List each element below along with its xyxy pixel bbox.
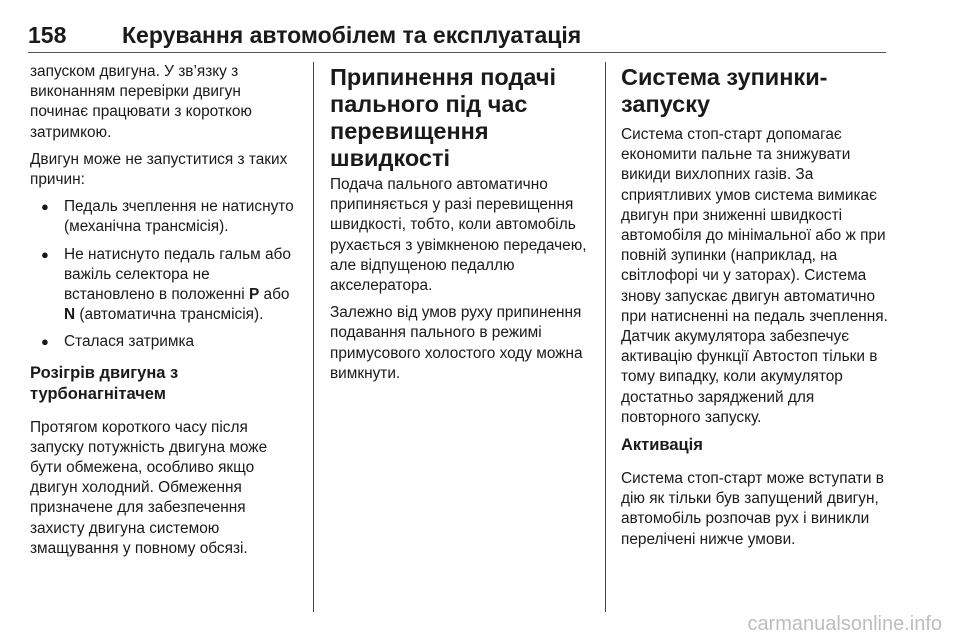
- page-header: [28, 20, 886, 50]
- bullet-icon: ●: [41, 334, 49, 350]
- column-1: [30, 62, 302, 566]
- paragraph: запуском двигуна. У зв’язку з виконанням перевірки двигун починає працювати з короткою затримкою.: [30, 63, 252, 141]
- paragraph: Залежно від умов руху припинення подавання пального в режимі примусового холостого ходу можна вимкнути.: [330, 304, 583, 382]
- list-item-text: Не натиснуто педаль гальм або важіль селектора не встановлено в положенні: [64, 245, 291, 304]
- page-number: 158: [28, 22, 67, 48]
- list-item-text: (автоматична трансмісія).: [75, 306, 264, 324]
- list-item-text: Сталася затримка: [64, 333, 195, 351]
- paragraph: Система стоп-старт допомагає економити пальне та знижувати викиди вихлопних газів. За сприятливих умов система вимикає двигун при зниженні швидкості автомобіля до мінімальної або ж при повній зупинки (наприклад, на світлофорі чи у заторах). Система знову запускає двигун автоматично при натисненні на педаль зчеплення. Датчик акумулятора забезпечує активацію функції Автостоп тільки в тому випадку, коли акумулятор достатньо заряджений для повторного запуску.: [621, 126, 888, 426]
- paragraph: Подача пального автоматично припиняється у разі перевищення швидкості, тобто, коли автомобіль рухається з увімкненою передачею, але відпущеною педаллю акселератора.: [330, 176, 587, 295]
- section-subheading: Активація: [621, 436, 703, 455]
- list-item: [30, 197, 302, 237]
- paragraph: Система стоп-старт може вступати в дію як тільки був запущений двигун, автомобіль розпочав рух і виникли перелічені нижче умови.: [621, 470, 884, 548]
- list-item-text: або: [259, 286, 290, 304]
- section-heading: Розігрів двигуна з турбонагнітачем: [30, 363, 179, 403]
- page-title: Керування автомобілем та експлуатація: [122, 22, 582, 48]
- list-item: [30, 245, 302, 326]
- section-heading: Припинення подачі пального під час перевищення швидкості: [330, 64, 557, 171]
- bullet-icon: ●: [41, 199, 49, 215]
- gear-p-label: P: [249, 286, 260, 304]
- reasons-list: [30, 197, 302, 352]
- paragraph: Двигун може не запуститися з таких причин:: [30, 150, 288, 189]
- column-3: [621, 62, 889, 557]
- bullet-icon: ●: [41, 246, 49, 262]
- watermark: carmanualsonline.info: [747, 613, 942, 635]
- column-divider-1: [313, 62, 314, 612]
- section-heading: Система зупинки-запуску: [621, 64, 828, 117]
- column-2: [330, 62, 594, 391]
- list-item-text: Педаль зчеплення не натиснуто (механічна трансмісія).: [64, 198, 294, 236]
- paragraph: Протягом короткого часу після запуску потужність двигуна може бути обмежена, особливо якщо двигун холодний. Обмеження призначене для забезпечення захисту двигуна системою змащування у повному обсязі.: [30, 418, 268, 557]
- header-divider: [28, 52, 886, 53]
- column-divider-2: [605, 62, 606, 612]
- gear-n-label: N: [64, 306, 76, 324]
- list-item: [30, 332, 302, 352]
